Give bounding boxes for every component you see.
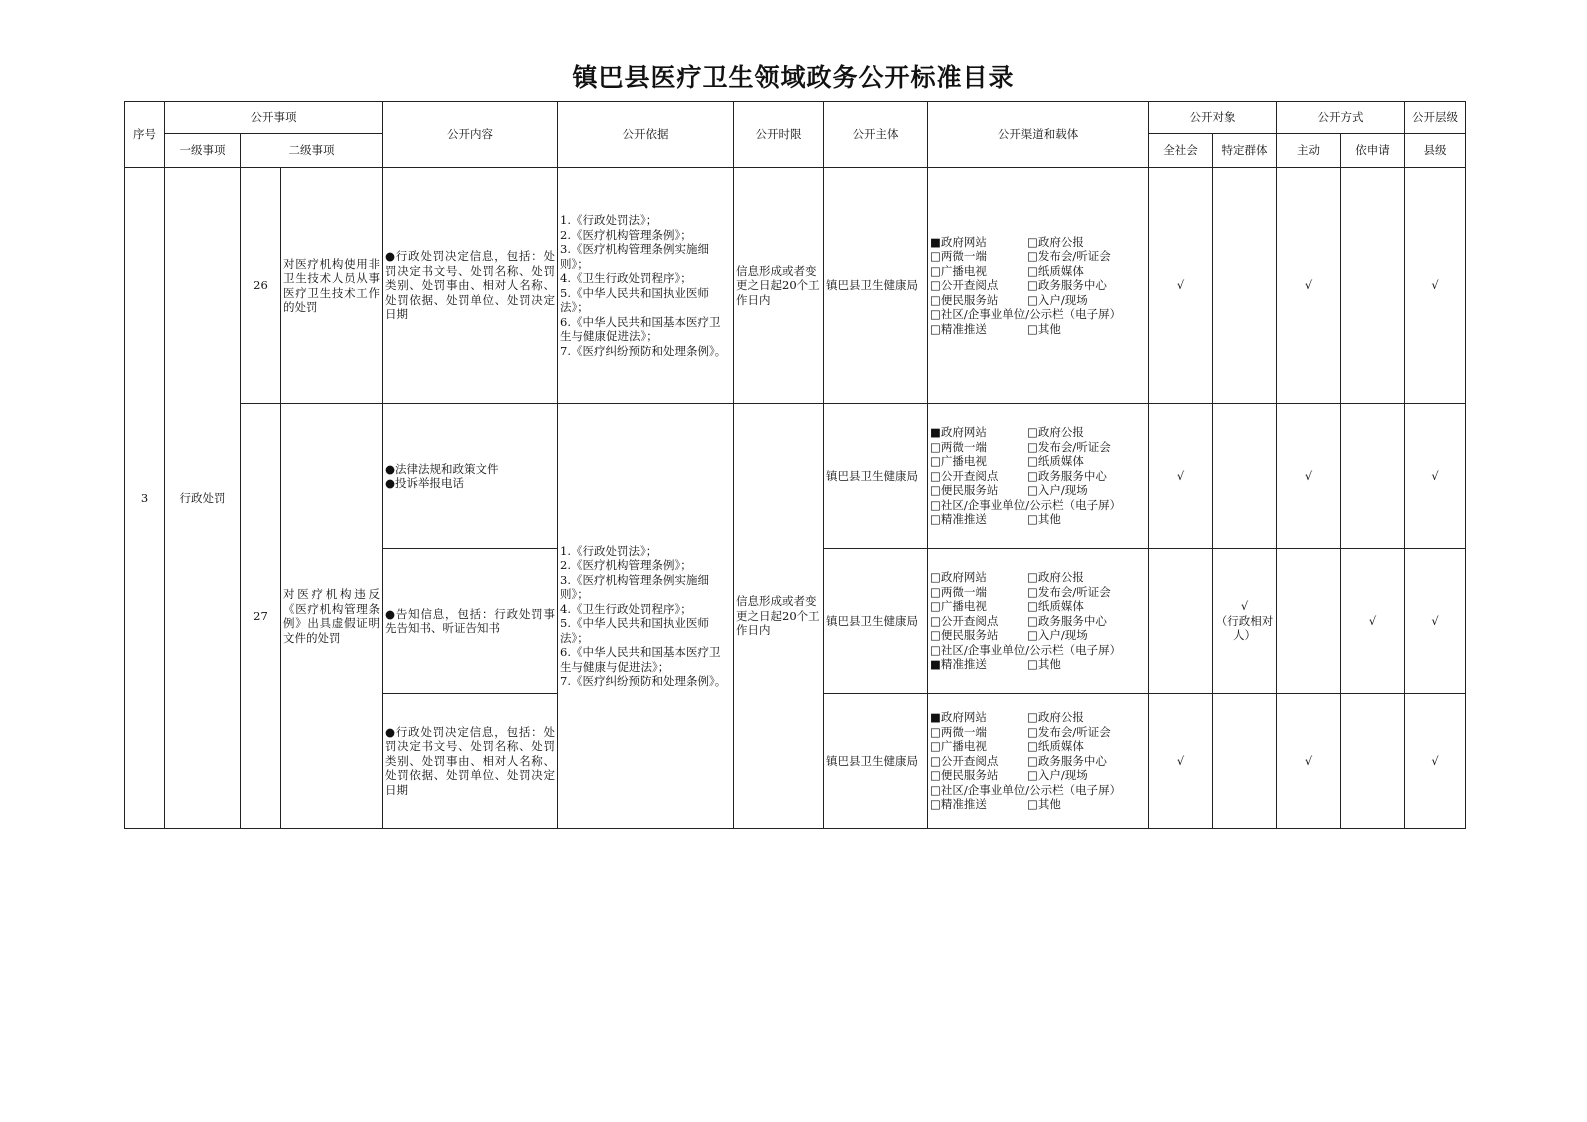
channel-option: □精准推送 xyxy=(930,321,987,336)
group-seq: 3 xyxy=(125,168,165,829)
item-channels xyxy=(928,168,1149,404)
item-channels xyxy=(928,694,1149,829)
mark-request xyxy=(1341,404,1405,549)
header-matters: 公开事项 xyxy=(165,102,383,134)
channel-option: □政府公报 xyxy=(1027,234,1084,249)
channel-option: □政务服务中心 xyxy=(1027,753,1107,768)
channel-option-row xyxy=(930,440,1146,455)
channel-option: □发布会/听证会 xyxy=(1027,584,1111,599)
item-content: ●行政处罚决定信息，包括：处罚决定书文号、处罚名称、处罚类别、处罚事由、相对人名称、处罚依据、处罚单位、处罚决定日期 xyxy=(383,694,558,829)
channel-option-row xyxy=(930,278,1146,293)
channel-option: □政府网站 xyxy=(930,570,987,585)
channel-option: □政务服务中心 xyxy=(1027,278,1107,293)
channel-option-row xyxy=(930,657,1146,672)
channel-option-row xyxy=(930,725,1146,740)
channel-option: □其他 xyxy=(1027,657,1061,672)
channel-option: □政务服务中心 xyxy=(1027,468,1107,483)
item-name: 对医疗机构使用非卫生技术人员从事医疗卫生技术工作的处罚 xyxy=(281,168,383,404)
header-method: 公开方式 xyxy=(1277,102,1405,134)
channel-option: ■政府网站 xyxy=(930,425,987,440)
channel-option: □社区/企事业单位/公示栏（电子屏） xyxy=(930,782,1122,797)
channel-option: ■政府网站 xyxy=(930,710,987,725)
channel-option: □政府公报 xyxy=(1027,570,1084,585)
channel-option-row xyxy=(930,628,1146,643)
channel-option: □其他 xyxy=(1027,797,1061,812)
channel-option: □社区/企事业单位/公示栏（电子屏） xyxy=(930,497,1122,512)
header-target-specific: 特定群体 xyxy=(1213,134,1277,168)
mark-specific: √ （行政相对人） xyxy=(1213,549,1277,694)
item-time-limit: 信息形成或者变更之日起20个工作日内 xyxy=(734,404,824,829)
catalog-table xyxy=(124,101,1466,829)
item-number: 27 xyxy=(241,404,281,829)
table-row xyxy=(125,168,1466,404)
mark-all: √ xyxy=(1149,404,1213,549)
channel-option-row xyxy=(930,425,1146,440)
item-content: ●法律法规和政策文件 ●投诉举报电话 xyxy=(383,404,558,549)
channel-option-row xyxy=(930,249,1146,264)
header-level-county: 县级 xyxy=(1405,134,1466,168)
channel-option: □社区/企事业单位/公示栏（电子屏） xyxy=(930,307,1122,322)
channel-option: □政府公报 xyxy=(1027,710,1084,725)
channel-option-row xyxy=(930,469,1146,484)
item-subject: 镇巴县卫生健康局 xyxy=(824,694,928,829)
mark-all: √ xyxy=(1149,694,1213,829)
channel-option-row xyxy=(930,307,1146,322)
channel-option: ■精准推送 xyxy=(930,657,987,672)
channel-option-row xyxy=(930,797,1146,812)
item-number: 26 xyxy=(241,168,281,404)
mark-specific xyxy=(1213,404,1277,549)
header-level: 公开层级 xyxy=(1405,102,1466,134)
channel-option: □广播电视 xyxy=(930,263,987,278)
channel-option-row xyxy=(930,570,1146,585)
mark-active xyxy=(1277,549,1341,694)
channel-option: □发布会/听证会 xyxy=(1027,439,1111,454)
channel-option: □两微一端 xyxy=(930,439,987,454)
channel-option: □政府公报 xyxy=(1027,425,1084,440)
channel-option: □入户/现场 xyxy=(1027,628,1088,643)
channel-option-row xyxy=(930,498,1146,513)
channel-option: □便民服务站 xyxy=(930,628,999,643)
page-title: 镇巴县医疗卫生领域政务公开标准目录 xyxy=(572,63,1015,92)
channel-option-row xyxy=(930,483,1146,498)
channel-option: □发布会/听证会 xyxy=(1027,724,1111,739)
channel-option-row xyxy=(930,710,1146,725)
header-method-active: 主动 xyxy=(1277,134,1341,168)
channel-option: □发布会/听证会 xyxy=(1027,249,1111,264)
channel-option: □广播电视 xyxy=(930,599,987,614)
header-time-limit: 公开时限 xyxy=(734,102,824,168)
channel-option: □纸质媒体 xyxy=(1027,599,1084,614)
channel-option: □其他 xyxy=(1027,321,1061,336)
mark-request: √ xyxy=(1341,549,1405,694)
channel-option: □两微一端 xyxy=(930,249,987,264)
channel-option: □纸质媒体 xyxy=(1027,263,1084,278)
header-level2: 二级事项 xyxy=(241,134,383,168)
mark-county: √ xyxy=(1405,549,1466,694)
mark-specific xyxy=(1213,694,1277,829)
header-content: 公开内容 xyxy=(383,102,558,168)
header-subject: 公开主体 xyxy=(824,102,928,168)
mark-request xyxy=(1341,168,1405,404)
item-content: ●行政处罚决定信息，包括：处 罚决定书文号、处罚名称、处罚类别、处罚事由、相对人名称、处罚依据、处罚单位、处罚决定日期 xyxy=(383,168,558,404)
channel-option-row xyxy=(930,783,1146,798)
channel-option: □公开查阅点 xyxy=(930,753,999,768)
channel-option-row xyxy=(930,754,1146,769)
mark-county: √ xyxy=(1405,168,1466,404)
channel-option: □纸质媒体 xyxy=(1027,739,1084,754)
channel-option-row xyxy=(930,739,1146,754)
mark-county: √ xyxy=(1405,404,1466,549)
mark-county: √ xyxy=(1405,694,1466,829)
channel-option: □纸质媒体 xyxy=(1027,454,1084,469)
header-seq: 序号 xyxy=(125,102,165,168)
channel-option: □公开查阅点 xyxy=(930,278,999,293)
mark-specific xyxy=(1213,168,1277,404)
header-channels: 公开渠道和载体 xyxy=(928,102,1149,168)
channel-option: □入户/现场 xyxy=(1027,292,1088,307)
mark-active: √ xyxy=(1277,404,1341,549)
channel-option-row xyxy=(930,512,1146,527)
item-name: 对医疗机构违反《医疗机构管理条例》出具虚假证明文件的处罚 xyxy=(281,404,383,829)
header-target-all: 全社会 xyxy=(1149,134,1213,168)
channel-option: □公开查阅点 xyxy=(930,468,999,483)
header-method-request: 依申请 xyxy=(1341,134,1405,168)
channel-option-row xyxy=(930,293,1146,308)
mark-active: √ xyxy=(1277,168,1341,404)
item-subject: 镇巴县卫生健康局 xyxy=(824,168,928,404)
item-basis: 1.《行政处罚法》； 2.《医疗机构管理条例》； 3.《医疗机构管理条例实施细则》； 4.《卫生行政处罚程序》； 5.《中华人民共和国执业医师法》； 6.《中华人民共和国基本医疗卫生与健康促进法》； 7.《医疗纠纷预防和处理条例》。 xyxy=(558,168,734,404)
channel-option-row xyxy=(930,264,1146,279)
item-time-limit: 信息形成或者变更之日起20个工作日内 xyxy=(734,168,824,404)
channel-option: □便民服务站 xyxy=(930,292,999,307)
header-basis: 公开依据 xyxy=(558,102,734,168)
mark-active: √ xyxy=(1277,694,1341,829)
channel-option-row xyxy=(930,235,1146,250)
channel-option: □广播电视 xyxy=(930,739,987,754)
channel-option-row xyxy=(930,599,1146,614)
channel-option: □便民服务站 xyxy=(930,768,999,783)
channel-option: □便民服务站 xyxy=(930,483,999,498)
item-subject: 镇巴县卫生健康局 xyxy=(824,404,928,549)
group-level1: 行政处罚 xyxy=(165,168,241,829)
item-channels xyxy=(928,549,1149,694)
item-subject: 镇巴县卫生健康局 xyxy=(824,549,928,694)
mark-all xyxy=(1149,549,1213,694)
channel-option: ■政府网站 xyxy=(930,234,987,249)
channel-option-row xyxy=(930,322,1146,337)
channel-option: □社区/企事业单位/公示栏（电子屏） xyxy=(930,642,1122,657)
table-row xyxy=(125,404,1466,549)
channel-option: □入户/现场 xyxy=(1027,768,1088,783)
header-level1: 一级事项 xyxy=(165,134,241,168)
header-target: 公开对象 xyxy=(1149,102,1277,134)
item-basis: 1.《行政处罚法》； 2.《医疗机构管理条例》； 3.《医疗机构管理条例实施细则》； 4.《卫生行政处罚程序》； 5.《中华人民共和国执业医师法》； 6.《中华人民共和国基本医疗卫 生与健康与促进法》； 7.《医疗纠纷预防和处理条例》。 xyxy=(558,404,734,829)
mark-request xyxy=(1341,694,1405,829)
channel-option: □公开查阅点 xyxy=(930,613,999,628)
channel-option-row xyxy=(930,614,1146,629)
channel-option-row xyxy=(930,643,1146,658)
channel-option: □广播电视 xyxy=(930,454,987,469)
channel-option-row xyxy=(930,585,1146,600)
channel-option: □其他 xyxy=(1027,512,1061,527)
channel-option: □精准推送 xyxy=(930,797,987,812)
channel-option: □政务服务中心 xyxy=(1027,613,1107,628)
item-content: ●告知信息，包括：行政处罚事 先告知书、听证告知书 xyxy=(383,549,558,694)
channel-option-row xyxy=(930,768,1146,783)
channel-option: □精准推送 xyxy=(930,512,987,527)
item-channels xyxy=(928,404,1149,549)
channel-option-row xyxy=(930,454,1146,469)
channel-option: □两微一端 xyxy=(930,724,987,739)
mark-all: √ xyxy=(1149,168,1213,404)
channel-option: □入户/现场 xyxy=(1027,483,1088,498)
channel-option: □两微一端 xyxy=(930,584,987,599)
